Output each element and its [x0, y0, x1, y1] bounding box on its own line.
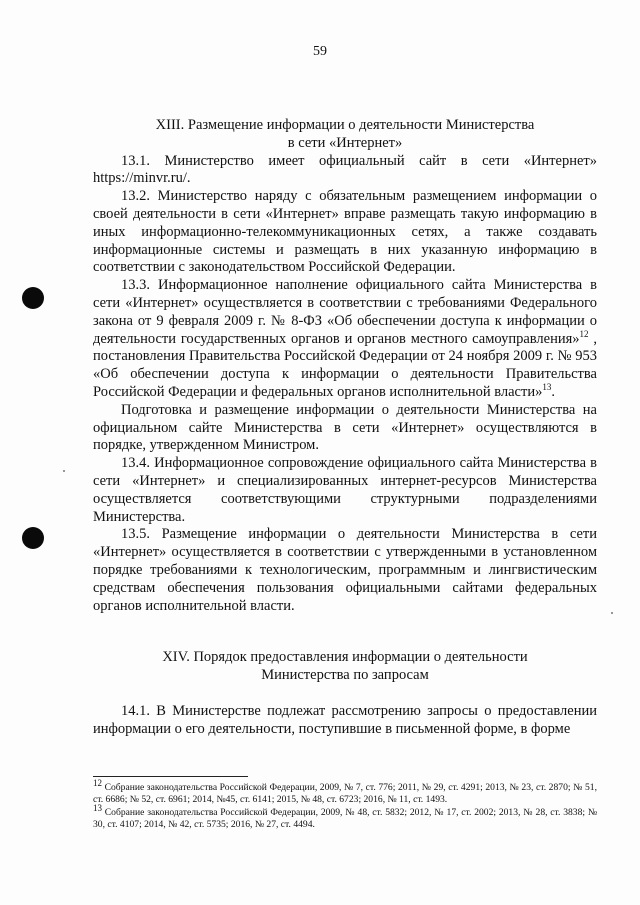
footnote-number: 13 [93, 802, 102, 813]
section-heading-line: в сети «Интернет» [287, 134, 403, 151]
footnote-reference[interactable]: 12 [579, 328, 589, 339]
footnote-text: Собрание законодательства Российской Федерации, 2009, № 7, ст. 776; 2011, № 29, ст. 4291; 2013, № 23, ст. 2870; № 51, ст. 6686; № 52, ст. 6961; 2014, №45, ст. 6141; 2015, № 48, ст. 6723; 2016, № 11, ст. 1493. [93, 782, 597, 806]
footnotes [93, 777, 597, 832]
footnote-number: 12 [93, 777, 102, 788]
footnote [93, 802, 597, 832]
paragraph: Подготовка и размещение информации о деятельности Министерства на официальном сайте Министерства в сети «Интернет» осуществляются в порядке, утвержденном Министром. [93, 401, 597, 454]
section-heading [93, 117, 597, 153]
paragraph-text: . [551, 383, 555, 400]
paragraph: 13.5. Размещение информации о деятельности Министерства в сети «Интернет» осуществляется в соответствии с утвержденными в установленном порядке требованиями к технологическим, программным и лингвистическим средствам обеспечения пользования официальными сайтами федеральных органов исполнительной власти. [93, 526, 597, 614]
scan-speck [63, 470, 65, 472]
paragraph: 13.2. Министерство наряду с обязательным размещением информации о своей деятельности в сети «Интернет» вправе размещать такую информацию в иных информационно-телекоммуникационных сетях, а также создавать информационные системы и размещать в них указанную информацию в соответствии с законодательством Российской Федерации. [93, 188, 597, 276]
footnote-reference[interactable]: 13 [542, 382, 552, 393]
paragraph: 14.1. В Министерстве подлежат рассмотрению запросы о предоставлении информации о его деятельности, поступившие в письменной форме, в форме [93, 702, 597, 737]
paragraph [93, 277, 597, 402]
footnote [93, 777, 597, 807]
paragraph-text: 13.3. Информационное наполнение официального сайта Министерства в сети «Интернет» осуществляется в соответствии с требованиями Федерального закона от 9 февраля 2009 г. № 8-ФЗ «Об обеспечении доступа к информации о деятельности государственных органов и органов местного самоуправления» [93, 277, 597, 347]
page-number: 59 [313, 44, 327, 59]
section-heading [93, 649, 597, 685]
section-heading-line: XIII. Размещение информации о деятельности Министерства [155, 117, 535, 133]
scan-speck [611, 612, 613, 614]
document-body [93, 117, 597, 739]
footnote-separator [93, 776, 248, 777]
section-heading-line: Министерства по запросам [261, 667, 429, 684]
punch-hole-mark [22, 287, 44, 309]
paragraph-text: , постановления Правительства Российской Федерации от 24 ноября 2009 г. № 953 «Об обеспечении доступа к информации о деятельности Правительства Российской Федерации и федеральных органов исполнительной власти» [93, 330, 598, 400]
section-heading-line: XIV. Порядок предоставления информации о деятельности [162, 649, 528, 666]
paragraph: 13.1. Министерство имеет официальный сайт в сети «Интернет» https://minvr.ru/. [93, 152, 597, 187]
punch-hole-mark [22, 527, 44, 549]
paragraph: 13.4. Информационное сопровождение официального сайта Министерства в сети «Интернет» и специализированных интернет-ресурсов Министерства осуществляется соответствующими структурными подразделениями Министерства. [93, 455, 597, 525]
footnote-text: Собрание законодательства Российской Федерации, 2009, № 48, ст. 5832; 2012, № 17, ст. 2002; 2013, № 28, ст. 3838; № 30, ст. 4107; 2014, № 42, ст. 5735; 2016, № 27, ст. 4494. [93, 806, 597, 831]
